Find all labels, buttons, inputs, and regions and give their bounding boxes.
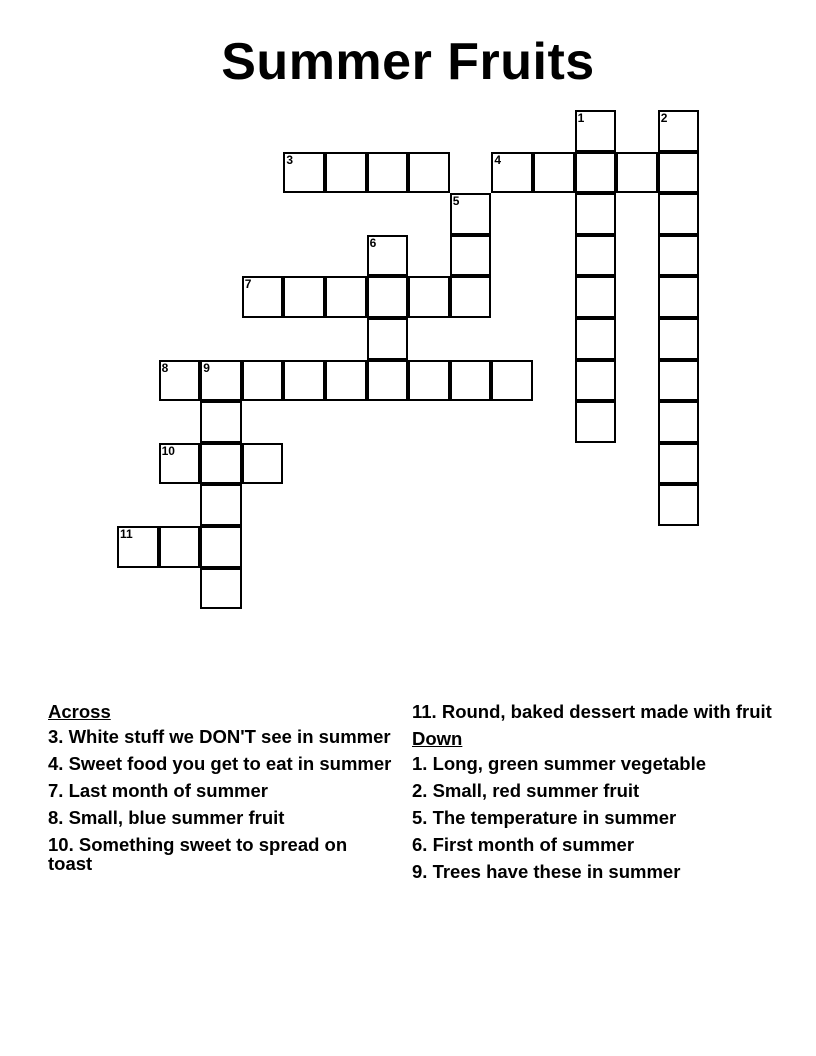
clue-text: Sweet food you get to eat in summer: [68, 753, 392, 774]
clue-down-1: [412, 754, 772, 773]
across-heading: Across: [48, 701, 111, 722]
clue-across-4: [48, 754, 393, 773]
clue-number-label: 6: [369, 235, 377, 250]
grid-cell-r9-c13[interactable]: [658, 484, 700, 526]
grid-cell-r1-c13[interactable]: [658, 152, 700, 194]
grid-cell-r4-c4[interactable]: [283, 276, 325, 318]
grid-cell-r6-c1[interactable]: [159, 360, 201, 402]
grid-cell-r3-c13[interactable]: [658, 235, 700, 277]
grid-cell-r4-c11[interactable]: [575, 276, 617, 318]
grid-cell-r0-c11[interactable]: [575, 110, 617, 152]
clue-number: 4.: [48, 753, 64, 774]
clue-number-label: 11: [120, 527, 133, 541]
clue-down-9: [412, 862, 772, 881]
grid-cell-r2-c13[interactable]: [658, 193, 700, 235]
clue-number: 2.: [412, 780, 428, 801]
clues-left-column: [48, 702, 393, 881]
grid-cell-r1-c11[interactable]: [575, 152, 617, 194]
grid-cell-r6-c4[interactable]: [283, 360, 325, 402]
grid-cell-r2-c8[interactable]: [450, 193, 492, 235]
grid-cell-r6-c3[interactable]: [242, 360, 284, 402]
down-heading: Down: [412, 728, 463, 749]
grid-cell-r5-c11[interactable]: [575, 318, 617, 360]
clue-number-label: 8: [161, 360, 169, 375]
clue-number-label: 1: [577, 111, 585, 125]
clue-down-5: [412, 808, 772, 827]
grid-cell-r10-c0[interactable]: [117, 526, 159, 568]
grid-cell-r8-c1[interactable]: [159, 443, 201, 485]
grid-cell-r6-c9[interactable]: [491, 360, 533, 402]
clue-down-2: [412, 781, 772, 800]
grid-cell-r7-c13[interactable]: [658, 401, 700, 443]
clue-down-6: [412, 835, 772, 854]
grid-cell-r8-c2[interactable]: [200, 443, 242, 485]
clue-text: The temperature in summer: [432, 807, 677, 828]
clue-across-7: [48, 781, 393, 800]
grid-cell-r1-c5[interactable]: [325, 152, 367, 194]
clue-text: Something sweet to spread on toast: [48, 834, 348, 874]
grid-cell-r8-c3[interactable]: [242, 443, 284, 485]
puzzle-title: Summer Fruits: [221, 33, 595, 91]
clue-number: 11.: [412, 701, 437, 722]
grid-cell-r11-c2[interactable]: [200, 568, 242, 610]
grid-cell-r6-c11[interactable]: [575, 360, 617, 402]
clue-number: 6.: [412, 834, 428, 855]
clue-number: 7.: [48, 780, 64, 801]
grid-cell-r7-c2[interactable]: [200, 401, 242, 443]
grid-cell-r10-c2[interactable]: [200, 526, 242, 568]
grid-cell-r8-c13[interactable]: [658, 443, 700, 485]
grid-cell-r1-c10[interactable]: [533, 152, 575, 194]
clue-text: Small, red summer fruit: [432, 780, 640, 801]
clue-number: 3.: [48, 726, 64, 747]
clue-number: 10.: [48, 834, 74, 855]
grid-cell-r2-c11[interactable]: [575, 193, 617, 235]
clue-number-label: 10: [161, 443, 175, 458]
clue-across-3: [48, 727, 393, 746]
clue-text: First month of summer: [432, 834, 635, 855]
grid-cell-r6-c13[interactable]: [658, 360, 700, 402]
grid-cell-r6-c2[interactable]: [200, 360, 242, 402]
grid-cell-r5-c6[interactable]: [367, 318, 409, 360]
grid-cell-r4-c8[interactable]: [450, 276, 492, 318]
grid-cell-r6-c8[interactable]: [450, 360, 492, 402]
clue-number-label: 2: [660, 111, 668, 125]
grid-cell-r9-c2[interactable]: [200, 484, 242, 526]
grid-cell-r1-c6[interactable]: [367, 152, 409, 194]
clue-text: White stuff we DON'T see in summer: [68, 726, 391, 747]
grid-cell-r1-c4[interactable]: [283, 152, 325, 194]
grid-cell-r0-c13[interactable]: [658, 110, 700, 152]
clue-across-11: [412, 702, 772, 721]
clue-number-label: 9: [203, 360, 210, 375]
clue-number-label: 5: [452, 194, 460, 209]
clues-right-column: [412, 702, 772, 889]
grid-cell-r3-c6[interactable]: [367, 235, 409, 277]
grid-cell-r4-c13[interactable]: [658, 276, 700, 318]
clue-number: 9.: [412, 861, 428, 882]
grid-cell-r3-c11[interactable]: [575, 235, 617, 277]
grid-cell-r5-c13[interactable]: [658, 318, 700, 360]
grid-cell-r4-c3[interactable]: [242, 276, 284, 318]
grid-cell-r6-c5[interactable]: [325, 360, 367, 402]
grid-cell-r1-c12[interactable]: [616, 152, 658, 194]
grid-cell-r6-c6[interactable]: [367, 360, 409, 402]
grid-cell-r6-c7[interactable]: [408, 360, 450, 402]
grid-cell-r4-c7[interactable]: [408, 276, 450, 318]
clue-number-label: 7: [244, 277, 252, 292]
grid-cell-r3-c8[interactable]: [450, 235, 492, 277]
clue-number: 5.: [412, 807, 428, 828]
clue-number-label: 3: [286, 152, 294, 167]
grid-cell-r1-c9[interactable]: [491, 152, 533, 194]
clue-text: Last month of summer: [68, 780, 268, 801]
clue-across-10: [48, 835, 393, 873]
grid-cell-r1-c7[interactable]: [408, 152, 450, 194]
clue-number: 1.: [412, 753, 428, 774]
grid-cell-r4-c5[interactable]: [325, 276, 367, 318]
clue-text: Long, green summer vegetable: [432, 753, 707, 774]
clue-text: Small, blue summer fruit: [68, 807, 285, 828]
clue-text: Round, baked dessert made with fruit: [441, 701, 772, 722]
grid-cell-r7-c11[interactable]: [575, 401, 617, 443]
clue-text: Trees have these in summer: [432, 861, 681, 882]
clue-number-label: 4: [494, 152, 502, 167]
grid-cell-r4-c6[interactable]: [367, 276, 409, 318]
grid-cell-r10-c1[interactable]: [159, 526, 201, 568]
clue-number: 8.: [48, 807, 64, 828]
clue-across-8: [48, 808, 393, 827]
